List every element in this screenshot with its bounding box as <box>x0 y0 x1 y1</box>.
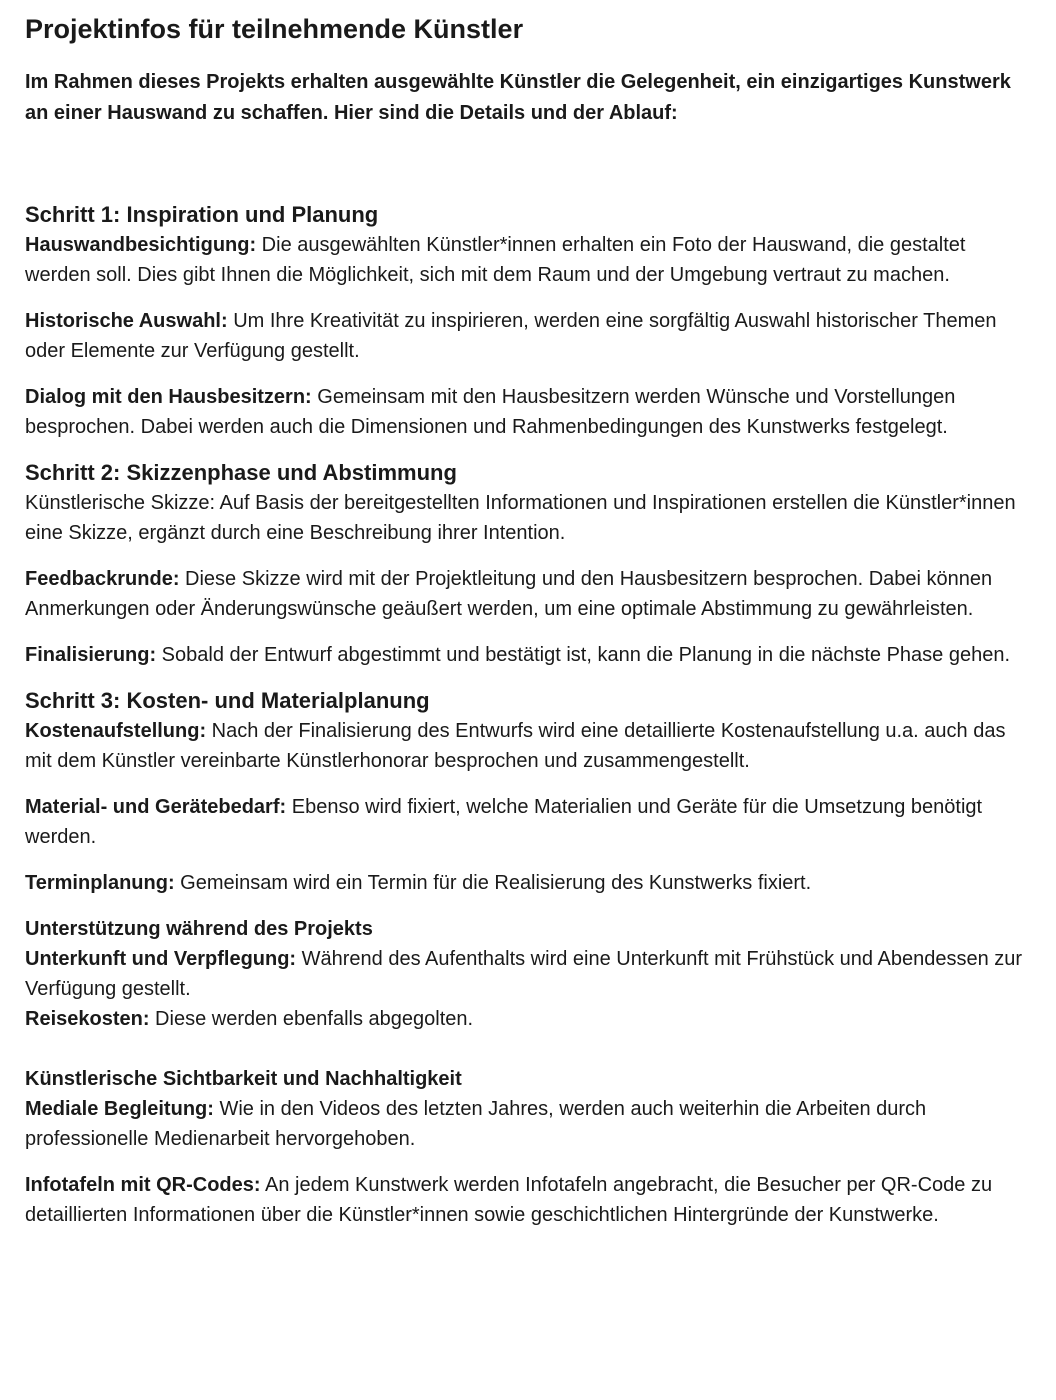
visibility-item-info-boards: Infotafeln mit QR-Codes: An jedem Kunstwerk werden Infotafeln angebracht, die Besucher per QR-Code zu detaillierten Informationen über die Künstler*innen sowie geschichtlichen Hintergründe der Kunstwerke. <box>25 1174 993 1226</box>
step1-item-house-visit: Hauswandbesichtigung: Die ausgewählten Künstler*innen erhalten ein Foto der Hauswand, die gestaltet werden soll. Dies gibt Ihnen die Möglichkeit, sich mit dem Raum und der Umgebung vertraut zu machen. <box>25 234 966 286</box>
spacer <box>25 129 1026 200</box>
step3-item-costs: Kostenaufstellung: Nach der Finalisierung des Entwurfs wird eine detaillierte Kostenaufstellung u.a. auch das mit dem Künstler vereinbarte Künstlerhonorar besprochen und zusammengestellt. <box>25 720 1006 772</box>
step2-item-finalization: Finalisierung: Sobald der Entwurf abgestimmt und bestätigt ist, kann die Planung in die nächste Phase gehen. <box>25 644 1011 666</box>
support-heading: Unterstützung während des Projekts <box>25 918 373 940</box>
step2-item-feedback: Feedbackrunde: Diese Skizze wird mit der Projektleitung und den Hausbesitzern besprochen. Dabei können Anmerkungen oder Änderungswünsche geäußert werden, um eine optimale Abstimmung zu gewährleisten. <box>25 568 993 620</box>
support-item-travel-costs: Reisekosten: Diese werden ebenfalls abgegolten. <box>25 1008 474 1030</box>
page-title: Projektinfos für teilnehmende Künstler <box>25 14 524 44</box>
step3-item-materials: Material- und Gerätebedarf: Ebenso wird fixiert, welche Materialien und Geräte für die Umsetzung benötigt werden. <box>25 796 983 848</box>
visibility-item-media: Mediale Begleitung: Wie in den Videos des letzten Jahres, werden auch weiterhin die Arbeiten durch professionelle Medienarbeit hervorgehoben. <box>25 1098 927 1150</box>
step3-item-scheduling: Terminplanung: Gemeinsam wird ein Termin für die Realisierung des Kunstwerks fixiert. <box>25 872 812 894</box>
step1-item-owner-dialog: Dialog mit den Hausbesitzern: Gemeinsam mit den Hausbesitzern werden Wünsche und Vorstellungen besprochen. Dabei werden auch die Dimensionen und Rahmenbedingungen des Kunstwerks festgelegt. <box>25 386 956 438</box>
step2-heading: Schritt 2: Skizzenphase und Abstimmung <box>25 460 457 485</box>
step2-item-sketch: Künstlerische Skizze: Auf Basis der bereitgestellten Informationen und Inspirationen erstellen die Künstler*innen eine Skizze, ergänzt durch eine Beschreibung ihrer Intention. <box>25 492 1016 544</box>
step1-item-historical-selection: Historische Auswahl: Um Ihre Kreativität zu inspirieren, werden eine sorgfältig Auswahl historischer Themen oder Elemente zur Verfügung gestellt. <box>25 310 997 362</box>
visibility-heading: Künstlerische Sichtbarkeit und Nachhaltigkeit <box>25 1068 462 1090</box>
intro-paragraph: Im Rahmen dieses Projekts erhalten ausgewählte Künstler die Gelegenheit, ein einzigartiges Kunstwerk an einer Hauswand zu schaffen. Hier sind die Details und der Ablauf: <box>25 71 1011 124</box>
support-item-accommodation: Unterkunft und Verpflegung: Während des Aufenthalts wird eine Unterkunft mit Frühstück und Abendessen zur Verfügung gestellt. <box>25 948 1023 1000</box>
step3-heading: Schritt 3: Kosten- und Materialplanung <box>25 688 430 713</box>
step1-heading: Schritt 1: Inspiration und Planung <box>25 202 379 227</box>
